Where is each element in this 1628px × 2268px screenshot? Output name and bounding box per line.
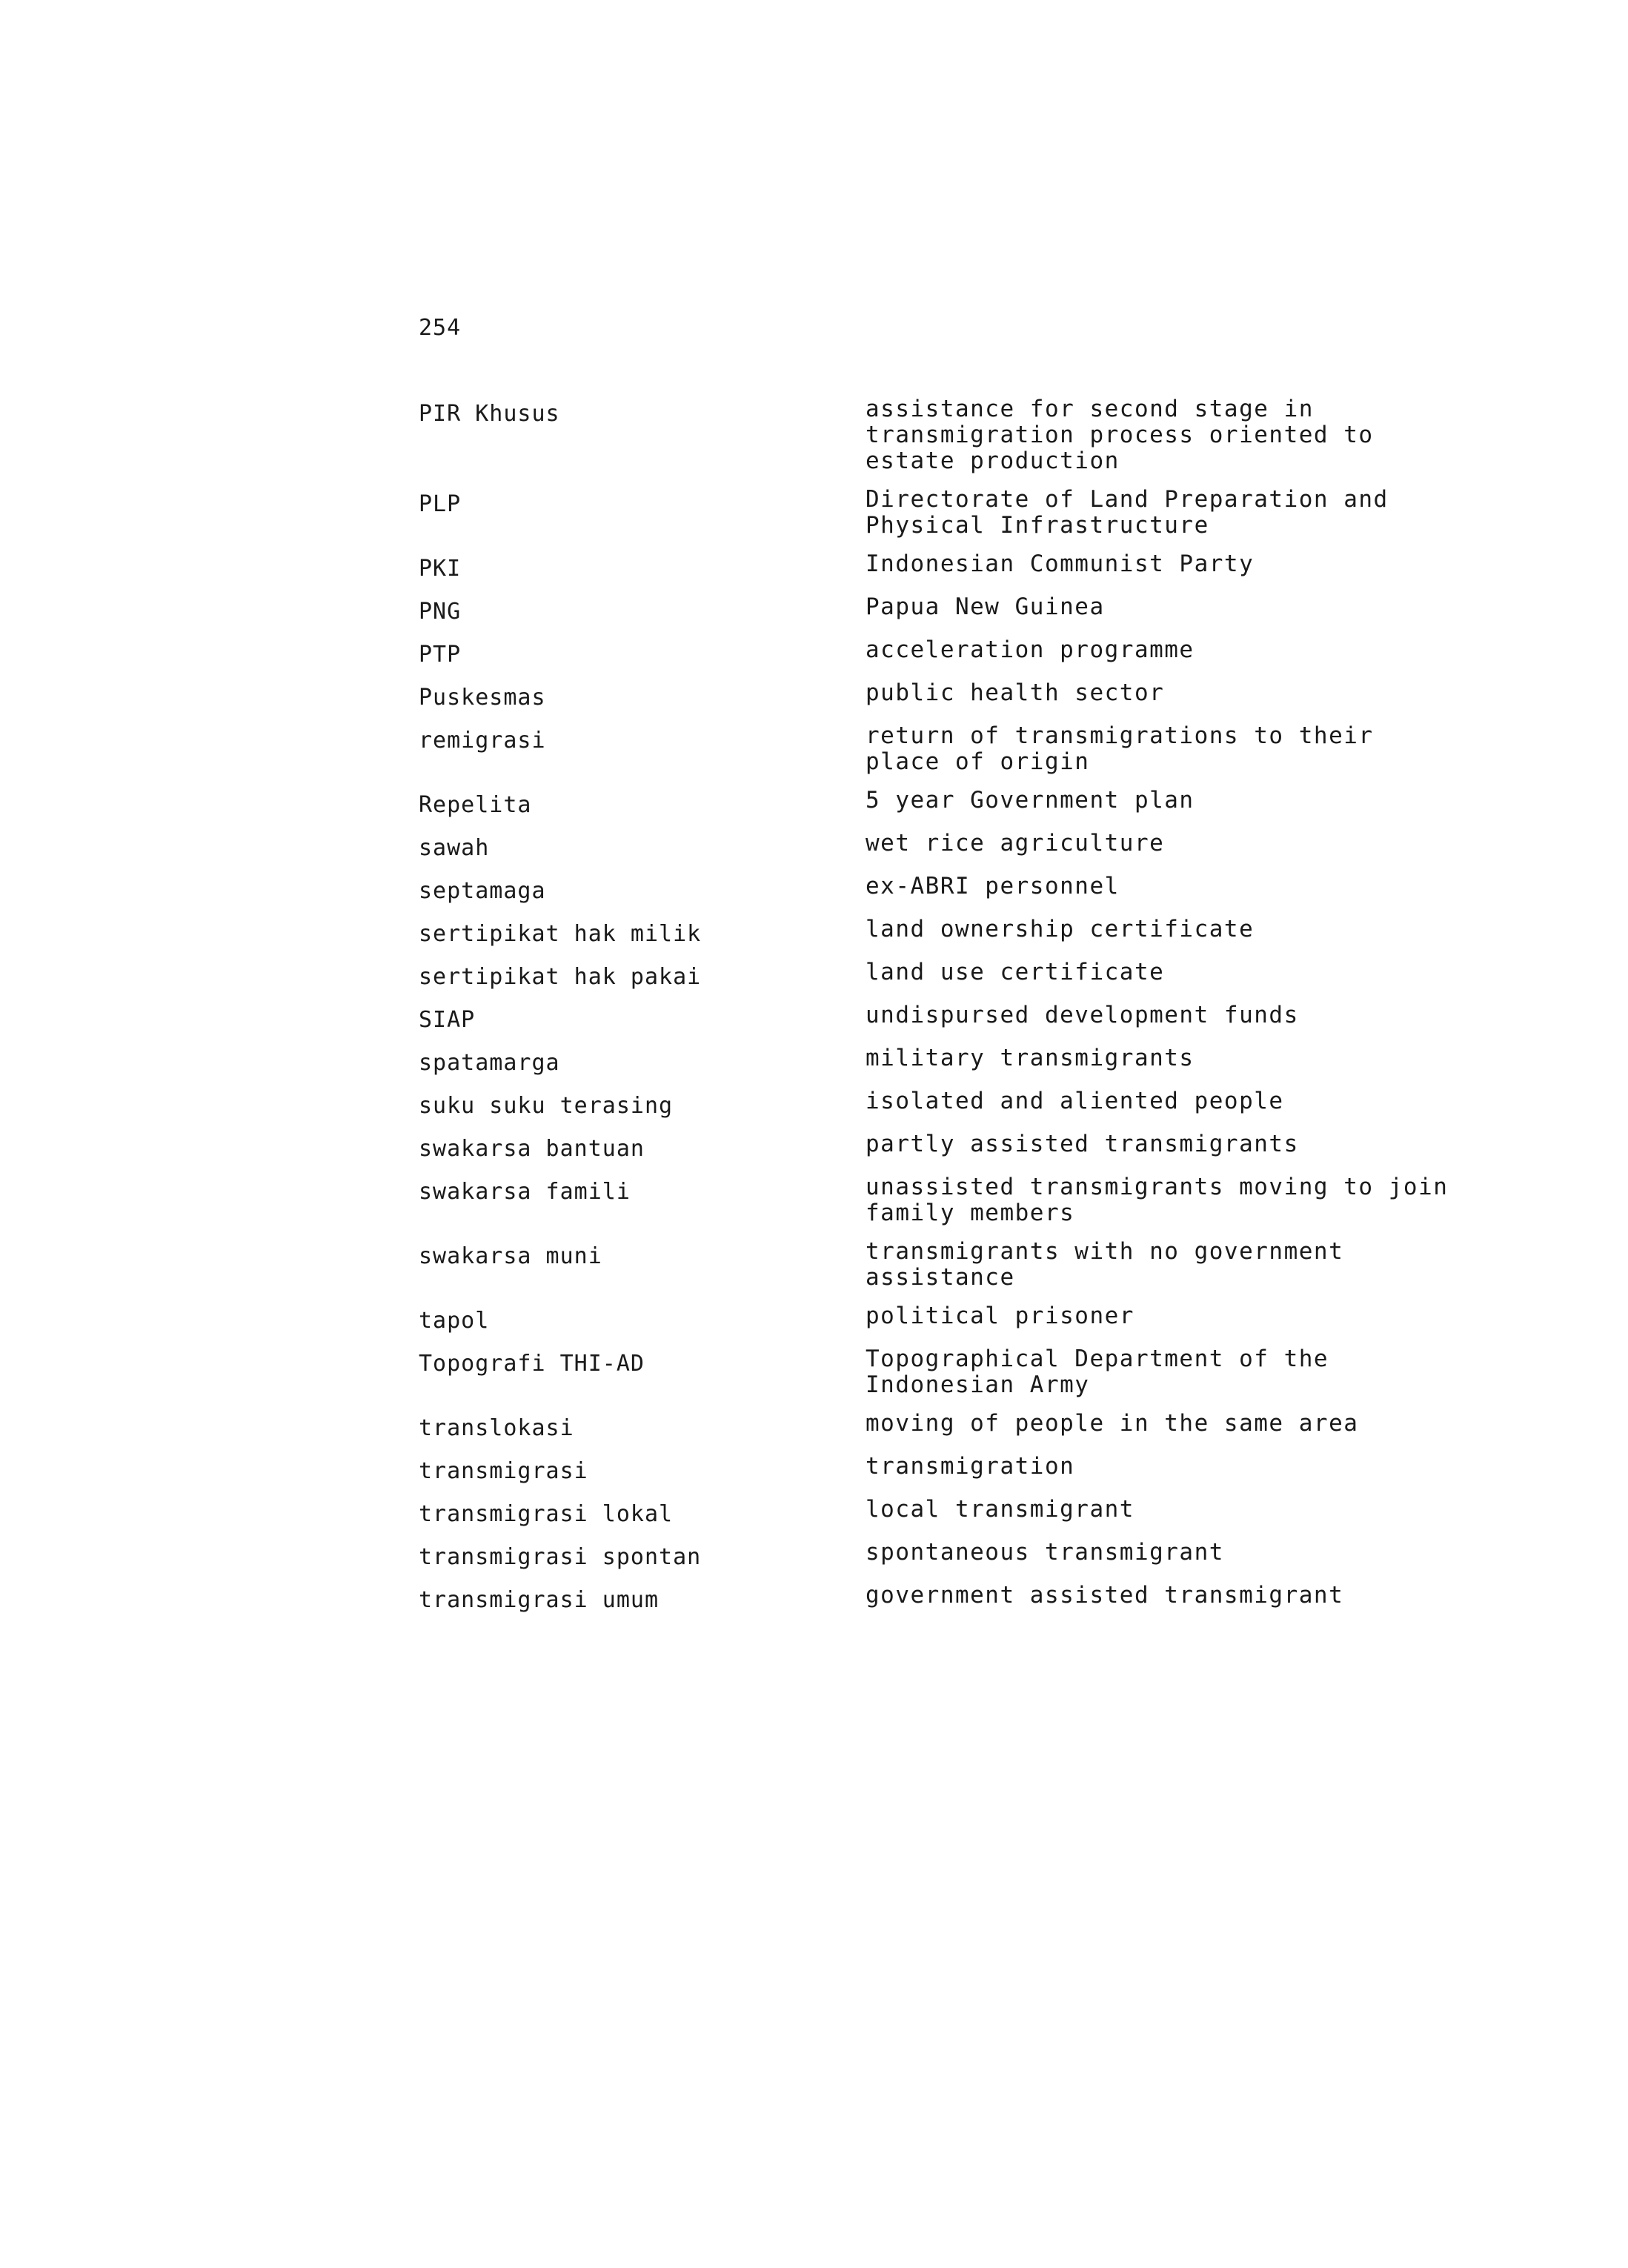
glossary-definition: government assisted transmigrant [866,1582,1344,1609]
glossary-entry [419,1002,1471,1033]
glossary-entry [419,1346,1471,1398]
glossary-definition: moving of people in the same area [866,1410,1359,1437]
glossary-definition: Directorate of Land Preparation and Physical Infrastructure [866,486,1389,539]
glossary-definition: transmigration [866,1453,1075,1480]
glossary-term: transmigrasi umum [419,1587,659,1613]
glossary-entry [419,874,1471,904]
glossary-term: tapol [419,1308,490,1334]
glossary-entry [419,551,1471,582]
glossary-term: Topografi THI-AD [419,1351,645,1377]
glossary-entry [419,1454,1471,1484]
glossary-term: Puskesmas [419,685,546,711]
glossary-term: translokasi [419,1415,574,1441]
glossary-entry [419,1497,1471,1527]
glossary-entry [419,960,1471,990]
glossary-entry [419,1303,1471,1334]
glossary-definition: isolated and aliented people [866,1088,1284,1114]
glossary-definition: partly assisted transmigrants [866,1131,1299,1157]
glossary-entry [419,1174,1471,1226]
glossary-definition: transmigrants with no government assistance [866,1238,1344,1291]
glossary-definition: military transmigrants [866,1045,1195,1071]
glossary-entry [419,831,1471,861]
glossary-definition: Papua New Guinea [866,593,1105,620]
glossary-definition: public health sector [866,679,1165,706]
glossary-entry [419,917,1471,947]
glossary-definition: return of transmigrations to their place of origin [866,722,1374,775]
glossary-definition: political prisoner [866,1303,1134,1329]
glossary-definition: undispursed development funds [866,1002,1299,1028]
glossary-definition: Topographical Department of the Indonesian Army [866,1346,1329,1398]
glossary-entry [419,1411,1471,1441]
glossary-entry [419,1088,1471,1119]
glossary-entry [419,1239,1471,1291]
glossary-definition: spontaneous transmigrant [866,1539,1224,1566]
glossary-term: SIAP [419,1007,476,1033]
glossary-term: PIR Khusus [419,401,560,427]
glossary-definition: ex-ABRI personnel [866,873,1120,899]
glossary-definition: land ownership certificate [866,916,1255,942]
glossary-definition: local transmigrant [866,1496,1134,1523]
glossary-definition: 5 year Government plan [866,787,1195,814]
glossary-term: sertipikat hak milik [419,921,702,947]
glossary-definition: assistance for second stage in transmigration process oriented to estate production [866,396,1374,474]
glossary-term: spatamarga [419,1050,560,1076]
glossary-term: transmigrasi lokal [419,1501,674,1527]
glossary-term: remigrasi [419,728,546,754]
glossary-term: transmigrasi spontan [419,1544,702,1570]
glossary-definition: acceleration programme [866,636,1195,663]
glossary-entry [419,594,1471,625]
glossary-entry [419,1540,1471,1570]
glossary-term: swakarsa famili [419,1179,631,1205]
glossary-term: septamaga [419,878,546,904]
glossary-term: swakarsa bantuan [419,1136,645,1162]
glossary-definition: unassisted transmigrants moving to join family members [866,1174,1449,1226]
glossary-entry [419,1045,1471,1076]
glossary-definition: Indonesian Communist Party [866,551,1255,577]
glossary-term: suku suku terasing [419,1093,674,1119]
glossary-term: PKI [419,556,462,582]
glossary-entry [419,487,1471,539]
glossary-term: sawah [419,835,490,861]
glossary-term: PLP [419,491,462,517]
glossary-term: PNG [419,599,462,625]
glossary-definition: wet rice agriculture [866,830,1165,857]
glossary-term: PTP [419,642,462,668]
glossary-term: sertipikat hak pakai [419,964,702,990]
glossary-entry [419,1131,1471,1162]
glossary-entry [419,680,1471,711]
glossary-term: transmigrasi [419,1458,588,1484]
page-number: 254 [419,315,462,341]
glossary-definition: land use certificate [866,959,1165,985]
glossary-term: swakarsa muni [419,1243,602,1269]
glossary-entry [419,396,1471,474]
glossary-entry [419,637,1471,668]
glossary-entry [419,723,1471,775]
glossary-list [419,396,1471,1626]
glossary-entry [419,788,1471,818]
glossary-term: Repelita [419,792,532,818]
glossary-entry [419,1583,1471,1613]
